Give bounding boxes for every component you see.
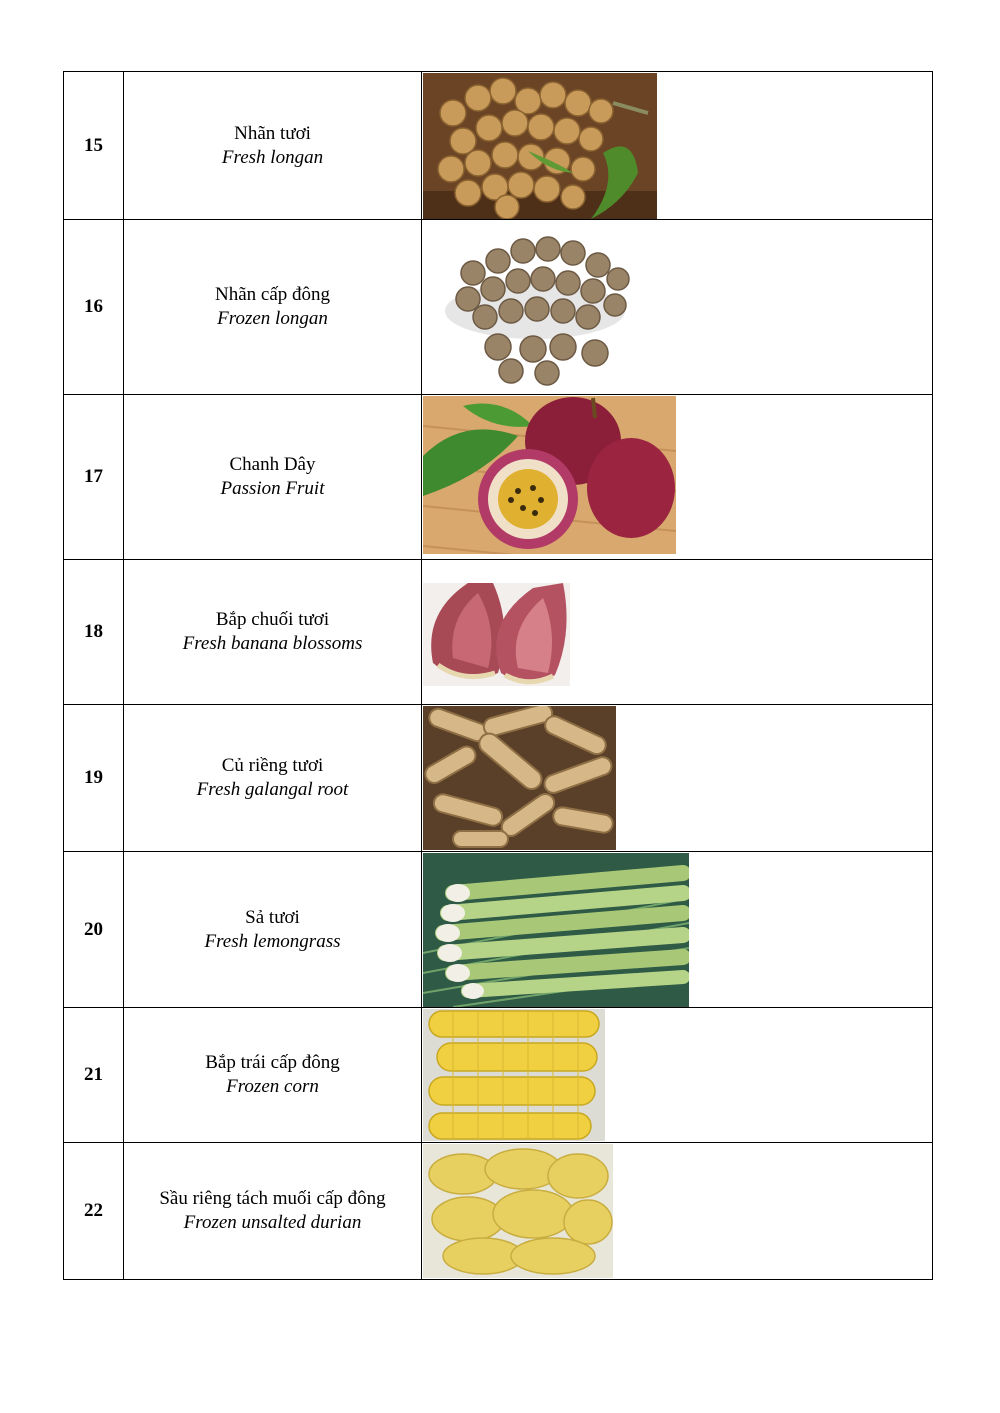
product-name-english: Passion Fruit	[220, 478, 325, 499]
product-image-cell	[422, 72, 933, 220]
row-number: 18	[64, 560, 124, 705]
product-name-vietnamese: Bắp chuối tươi	[215, 609, 330, 630]
row-number: 19	[64, 705, 124, 852]
product-name-english: Fresh lemongrass	[204, 930, 341, 952]
product-name-cell	[124, 395, 422, 560]
product-image-cell	[422, 1008, 933, 1143]
product-name-english: Fresh longan	[221, 146, 324, 168]
product-name-cell	[124, 560, 422, 705]
product-image-cell	[422, 705, 933, 852]
row-number: 15	[64, 72, 124, 220]
row-number: 21	[64, 1008, 124, 1143]
product-image-cell	[422, 395, 933, 560]
passion-fruit-photo	[423, 396, 676, 554]
product-name-english: Fresh galangal root	[196, 779, 349, 800]
product-name-cell	[124, 1143, 422, 1280]
product-name-english: Frozen unsalted durian	[183, 1212, 362, 1233]
product-name-cell	[124, 1008, 422, 1143]
product-name-english: Frozen longan	[217, 308, 328, 329]
table-row	[64, 395, 933, 560]
table-row	[64, 560, 933, 705]
product-name-english: Frozen corn	[226, 1076, 319, 1097]
product-image-cell	[422, 852, 933, 1008]
banana-blossom-photo	[423, 583, 570, 686]
row-number: 16	[64, 220, 124, 395]
product-name-english: Fresh banana blossoms	[182, 633, 363, 654]
product-name-cell	[124, 705, 422, 852]
frozen-corn-photo	[423, 1009, 605, 1141]
product-name-cell	[124, 220, 422, 395]
frozen-durian-photo	[423, 1144, 613, 1278]
product-name-vietnamese: Chanh Dây	[229, 454, 316, 475]
table-row	[64, 852, 933, 1008]
product-name-cell	[124, 852, 422, 1008]
product-name-vietnamese: Nhãn tươi	[234, 122, 311, 144]
table-row	[64, 220, 933, 395]
product-image-cell	[422, 1143, 933, 1280]
product-name-vietnamese: Nhãn cấp đông	[214, 284, 331, 305]
row-number: 17	[64, 395, 124, 560]
product-image-cell	[422, 560, 933, 705]
lemongrass-photo	[423, 853, 689, 1007]
product-name-vietnamese: Bắp trái cấp đông	[205, 1052, 340, 1073]
product-name-vietnamese: Sả tươi	[245, 906, 300, 928]
row-number: 22	[64, 1143, 124, 1280]
galangal-root-photo	[423, 706, 616, 850]
table-row	[64, 705, 933, 852]
table-row	[64, 1143, 933, 1280]
fresh-longan-photo	[423, 73, 657, 219]
table-row	[64, 72, 933, 220]
product-name-vietnamese: Củ riềng tươi	[221, 755, 324, 776]
table-row	[64, 1008, 933, 1143]
row-number: 20	[64, 852, 124, 1008]
product-name-vietnamese: Sầu riêng tách muối cấp đông	[159, 1188, 386, 1209]
product-table	[63, 71, 933, 1280]
product-name-cell	[124, 72, 422, 220]
product-image-cell	[422, 220, 933, 395]
frozen-longan-photo	[423, 221, 657, 393]
